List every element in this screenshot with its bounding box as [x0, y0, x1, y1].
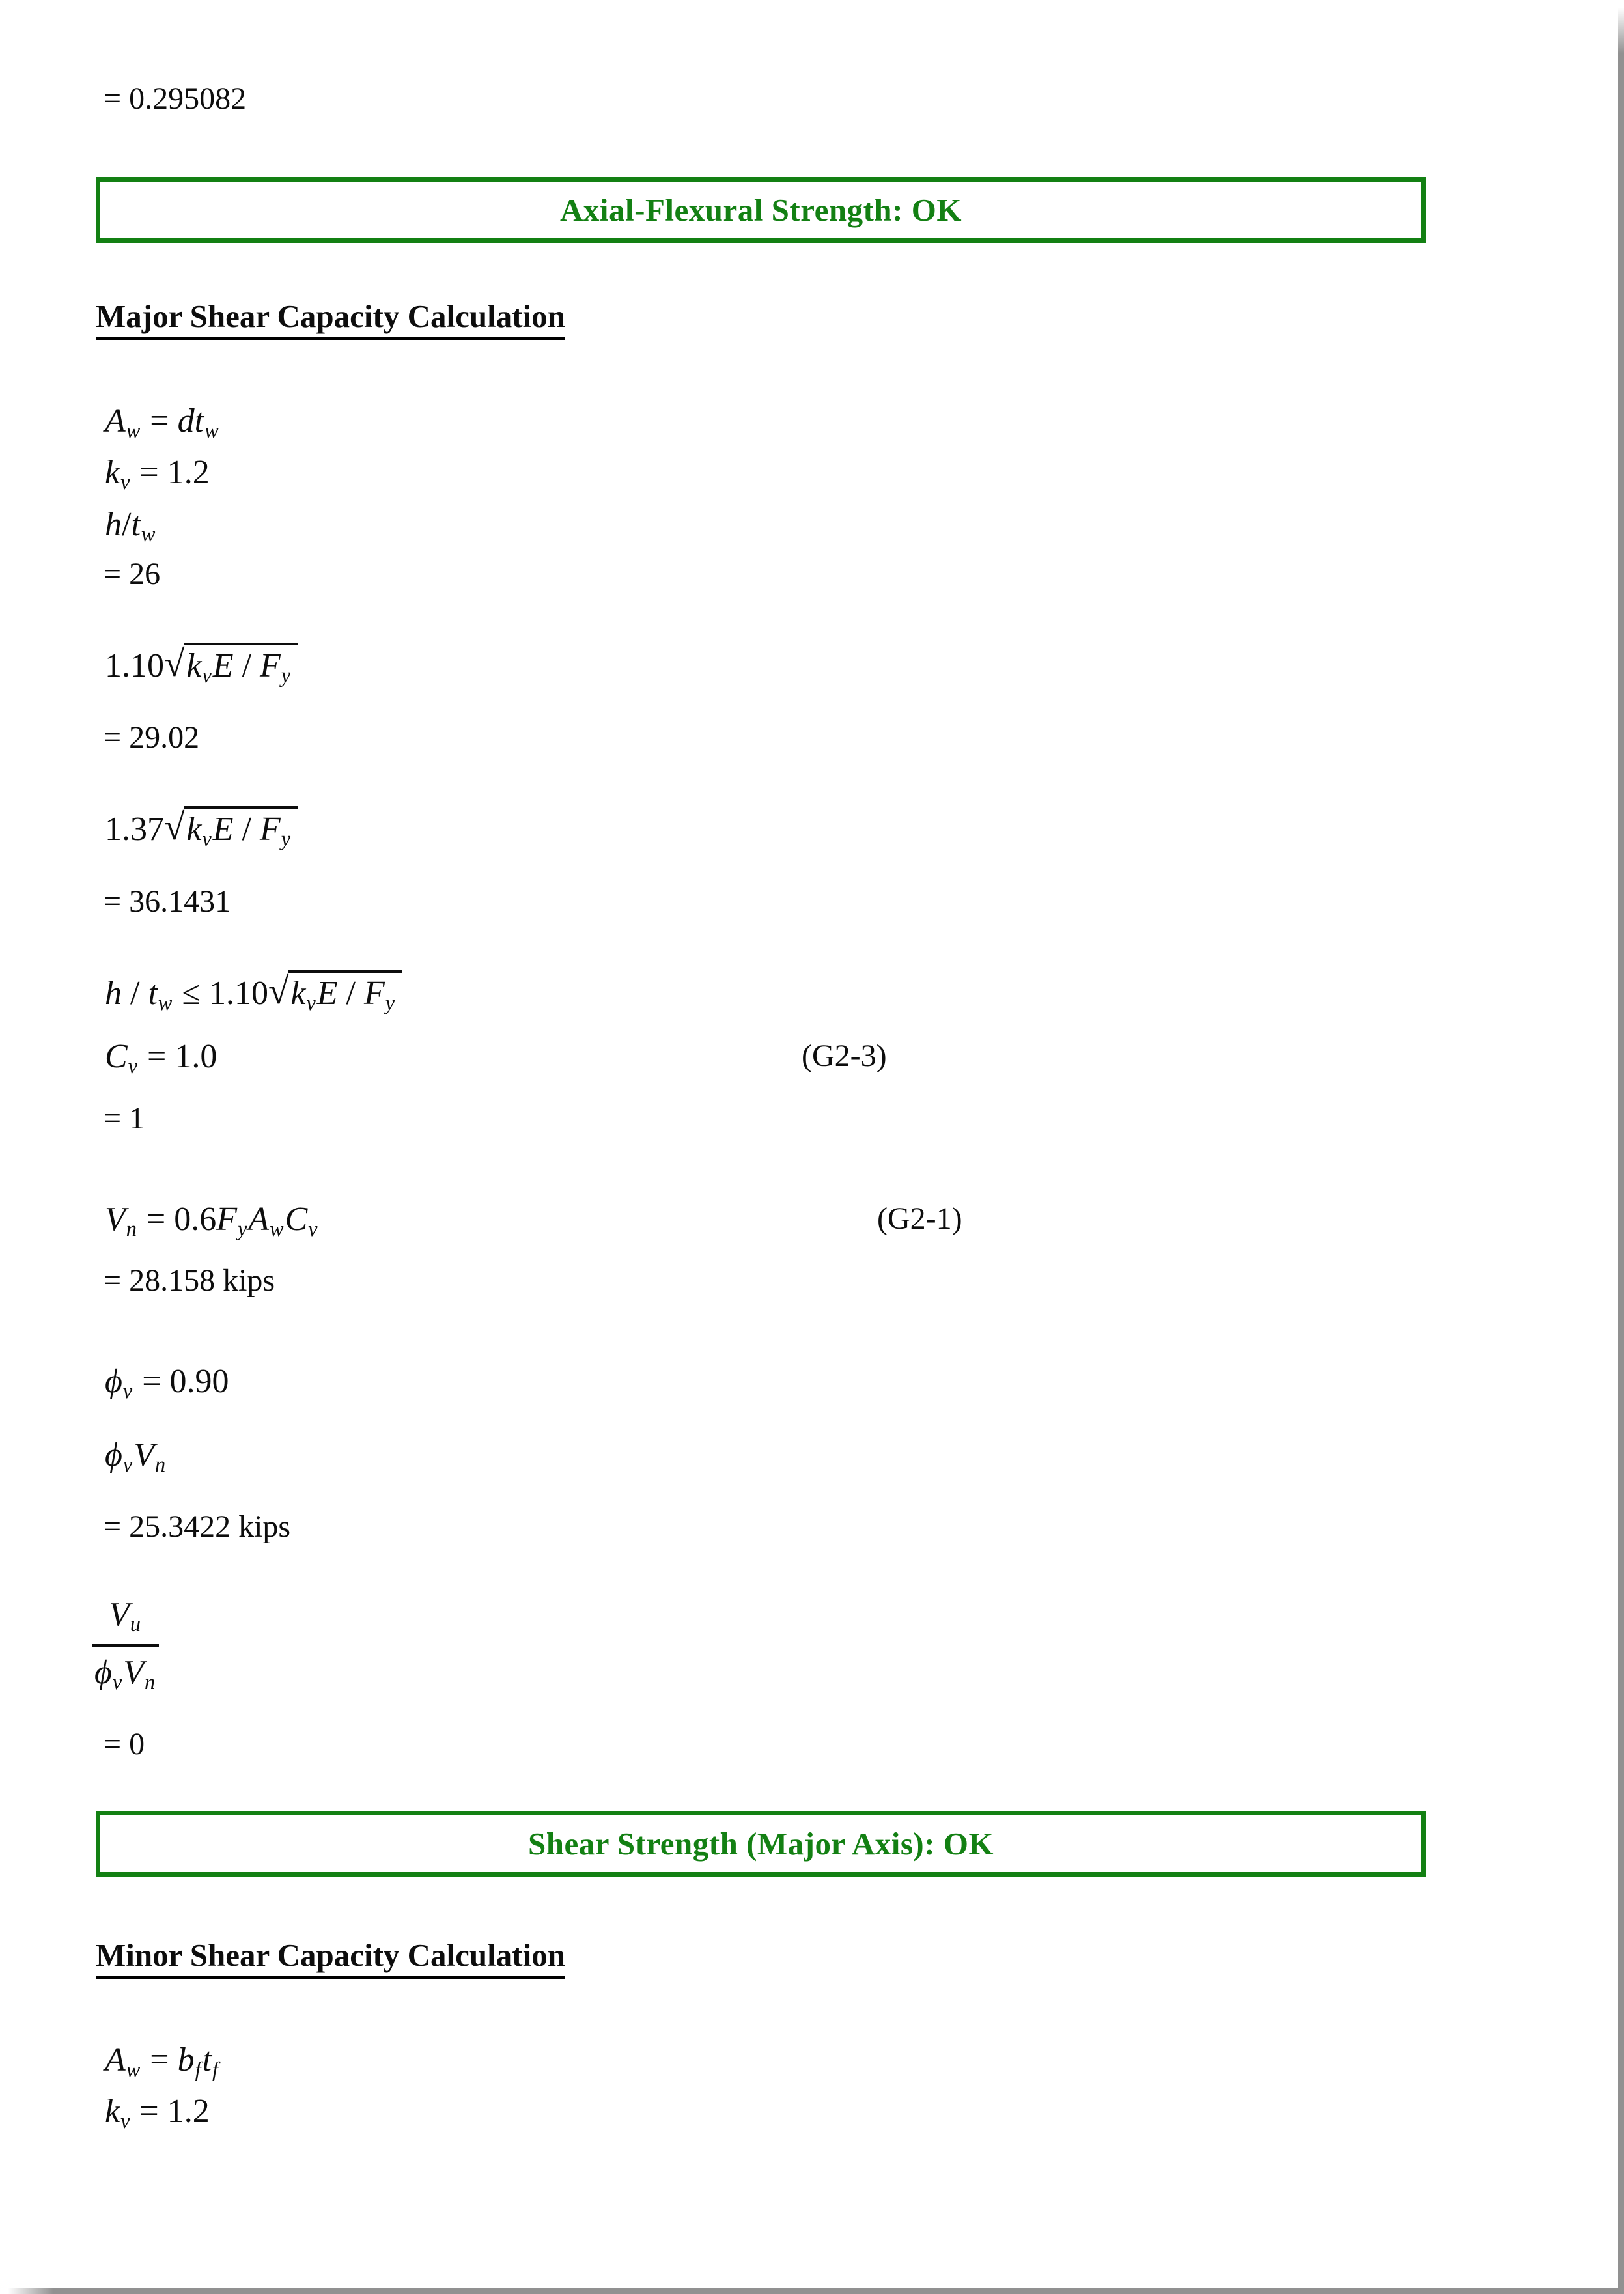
formula-line: ϕv = 0.90 [105, 1362, 229, 1403]
fraction: $\frac{Vu}{\text{ϕvVn}}$ [92, 1593, 159, 1695]
status-text: Shear Strength (Major Axis): OK [527, 1825, 994, 1862]
formula-line: ϕvVn [105, 1436, 166, 1477]
page-shadow-bottom [8, 2288, 1624, 2294]
formula-line [89, 1593, 159, 1695]
major-shear-formulas [96, 400, 1426, 1764]
formula-line: 1.10√kvE / Fy [96, 641, 1426, 688]
equation-reference-label: (G2-1) [877, 1201, 962, 1236]
formula-line: 1.37√kvE / Fy [96, 804, 1426, 852]
formula-line: Cv = 1.0 (G2-3) [105, 1038, 887, 1078]
major-shear-heading [96, 298, 1426, 340]
minor-shear-heading [96, 1937, 1426, 1979]
result-value: = 0.295082 [104, 81, 247, 116]
formula-line: h/tw [105, 505, 156, 546]
value-line: = 0 [104, 1726, 145, 1761]
formula-line: kv = 1.2 [105, 2093, 210, 2133]
page-shadow-right [1618, 8, 1624, 2294]
value-line: = 29.02 [104, 720, 200, 755]
value-line: = 1 [104, 1100, 145, 1136]
heading-text: Major Shear Capacity Calculation [96, 298, 565, 340]
minor-shear-formulas [96, 2039, 1426, 2134]
value-line: = 36.1431 [104, 884, 231, 919]
major-shear-status-box [96, 1811, 1426, 1877]
formula-line: h / tw ≤ 1.10√kvE / Fy [96, 968, 1426, 1016]
axial-flexural-status-box [96, 177, 1426, 243]
equation-reference-label: (G2-3) [802, 1039, 887, 1074]
radical-expression: kvE / Fy [184, 806, 298, 848]
radical-expression: kvE / Fy [288, 970, 402, 1012]
status-text: Axial-Flexural Strength: OK [560, 192, 962, 228]
formula-line: Vn = 0.6FyAwCv (G2-1) [105, 1200, 962, 1240]
formula-line: kv = 1.2 [105, 454, 210, 494]
formula-line: Aw = dtw [105, 402, 219, 443]
heading-text: Minor Shear Capacity Calculation [96, 1937, 565, 1979]
radical-expression: kvE / Fy [184, 643, 298, 684]
formula-line: Aw = bftf [105, 2041, 218, 2081]
value-line: = 26 [104, 556, 161, 591]
value-line: = 28.158 kips [104, 1263, 275, 1298]
value-line [96, 79, 1426, 119]
value-line: = 25.3422 kips [104, 1509, 291, 1545]
